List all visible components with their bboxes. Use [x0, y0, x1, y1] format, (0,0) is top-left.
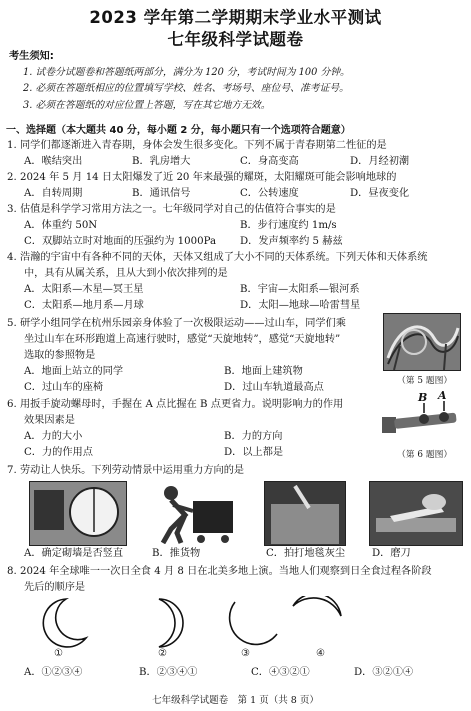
q2-option-b: B．通讯信号: [132, 188, 191, 199]
q2-option-c: C．公转速度: [240, 188, 299, 199]
plumb-line-photo: [29, 481, 127, 546]
q5-stem: 选取的参照物是: [24, 350, 96, 361]
page-footer: 七年级科学试题卷 第 1 页（共 8 页）: [152, 695, 319, 706]
phase-label-4: ④: [316, 648, 325, 659]
push-cart-illustration: [147, 481, 239, 544]
q4-option-c: C．太阳系—地月系—月球: [24, 300, 144, 311]
q7-option-a: A．确定砌墙是否竖直: [24, 548, 124, 559]
q3-option-d: D．发声频率约 5 赫兹: [240, 236, 343, 247]
q1-option-b: B．乳房增大: [132, 156, 191, 167]
q6-option-a: A．力的大小: [24, 431, 83, 442]
q1-option-d: D．月经初潮: [350, 156, 410, 167]
q1-option-c: C．身高变高: [240, 156, 299, 167]
q4-stem: 4. 浩瀚的宇宙中有各种不同的天体，天体又组成了大小不同的天体系统。下列天体和天体系统: [7, 252, 428, 263]
q8-option-b: B．②③④①: [139, 667, 198, 678]
q6-option-d: D．以上都是: [224, 447, 284, 458]
q5-option-d: D．过山车轨道最高点: [224, 382, 324, 393]
q6-option-c: C．力的作用点: [24, 447, 93, 458]
q7-option-d: D．磨刀: [372, 548, 411, 559]
phase-label-1: ①: [54, 648, 63, 659]
eclipse-phase-1: [36, 596, 96, 650]
q5-option-c: C．过山车的座椅: [24, 382, 104, 393]
q7-stem: 7. 劳动让人快乐。下列劳动情景中运用重力方向的是: [7, 465, 245, 476]
q1-option-a: A．喉结突出: [24, 156, 83, 167]
notes-heading: 考生须知:: [9, 51, 54, 62]
q8-stem: 先后的顺序是: [24, 582, 86, 593]
q6-stem: 效果因素是: [24, 415, 75, 426]
q5-option-a: A．地面上站立的同学: [24, 366, 124, 377]
eclipse-phase-2: [137, 596, 197, 650]
q1-stem: 1. 同学们都逐渐进入青春期，身体会发生很多变化。下列不属于青春期第二性征的是: [7, 140, 387, 151]
q2-stem: 2. 2024 年 5 月 14 日太阳爆发了近 20 年来最强的耀斑，太阳耀斑可能会影响地球的: [7, 172, 397, 183]
q8-option-d: D．③②①④: [354, 667, 414, 678]
q4-stem: 中，具有从属关系，且从大到小依次排列的是: [24, 268, 228, 279]
q5-figure-caption: （第 5 题图）: [397, 376, 453, 386]
q6-figure-caption: （第 6 题图）: [397, 450, 453, 460]
phase-label-2: ②: [158, 648, 167, 659]
q7-option-b: B．推货物: [152, 548, 201, 559]
q5-option-b: B．地面上建筑物: [224, 366, 303, 377]
q3-option-a: A．体重约 50N: [24, 220, 98, 231]
q7-option-c: C．拍打地毯灰尘: [266, 548, 346, 559]
beat-carpet-photo: [264, 481, 346, 546]
section-heading: 一、选择题（本大题共 40 分，每小题 2 分，每小题只有一个选项符合题意）: [6, 125, 351, 136]
point-a-label: A: [438, 389, 447, 402]
exam-subtitle: 七年级科学试题卷: [167, 30, 304, 49]
eclipse-phase-3: [225, 596, 285, 650]
roller-coaster-photo: [383, 313, 461, 371]
q4-option-a: A．太阳系—木星—冥王星: [24, 284, 144, 295]
q6-stem: 6. 用扳手旋动螺母时，手握在 A 点比握在 B 点更省力。说明影响力的作用: [7, 399, 344, 410]
q4-option-b: B．宇宙—太阳系—银河系: [240, 284, 360, 295]
sharpen-knife-photo: [369, 481, 463, 546]
q2-option-d: D．昼夜变化: [350, 188, 410, 199]
notes-item: 3. 必须在答题纸的对应位置上答题，写在其它地方无效。: [23, 100, 271, 111]
q8-option-a: A．①②③④: [24, 667, 83, 678]
q6-option-b: B．力的方向: [224, 431, 283, 442]
q2-option-a: A．自转周期: [24, 188, 83, 199]
q8-option-c: C．④③②①: [251, 667, 310, 678]
point-b-label: B: [418, 391, 428, 404]
q5-stem: 5. 研学小组同学在杭州乐园亲身体验了一次极限运动——过山车，同学们乘: [7, 318, 346, 329]
q4-option-d: D．太阳—地球—哈雷彗星: [240, 300, 361, 311]
phase-label-3: ③: [241, 648, 250, 659]
q3-option-b: B．步行速度约 1m/s: [240, 220, 337, 231]
q3-option-c: C．双脚站立时对地面的压强约为 1000Pa: [24, 236, 217, 247]
wrench-figure: [380, 389, 462, 443]
notes-item: 1. 试卷分试题卷和答题纸两部分，满分为 120 分，考试时间为 100 分钟。: [23, 67, 350, 78]
notes-item: 2. 必须在答题纸相应的位置填写学校、姓名、考场号、座位号、准考证号。: [23, 83, 349, 94]
q8-stem: 8. 2024 年全球唯一一次日全食 4 月 8 日在北美多地上演。当地人们观察到日全食过程各阶段: [7, 566, 432, 577]
q3-stem: 3. 估值是科学学习常用方法之一。七年级同学对自己的估值符合事实的是: [7, 204, 336, 215]
exam-title: 2023 学年第二学期期末学业水平测试: [89, 8, 382, 27]
q5-stem: 坐过山车在环形跑道上高速行驶时，感觉“天旋地转”，感觉“天旋地转”: [24, 334, 341, 345]
eclipse-phase-4: [287, 596, 347, 650]
